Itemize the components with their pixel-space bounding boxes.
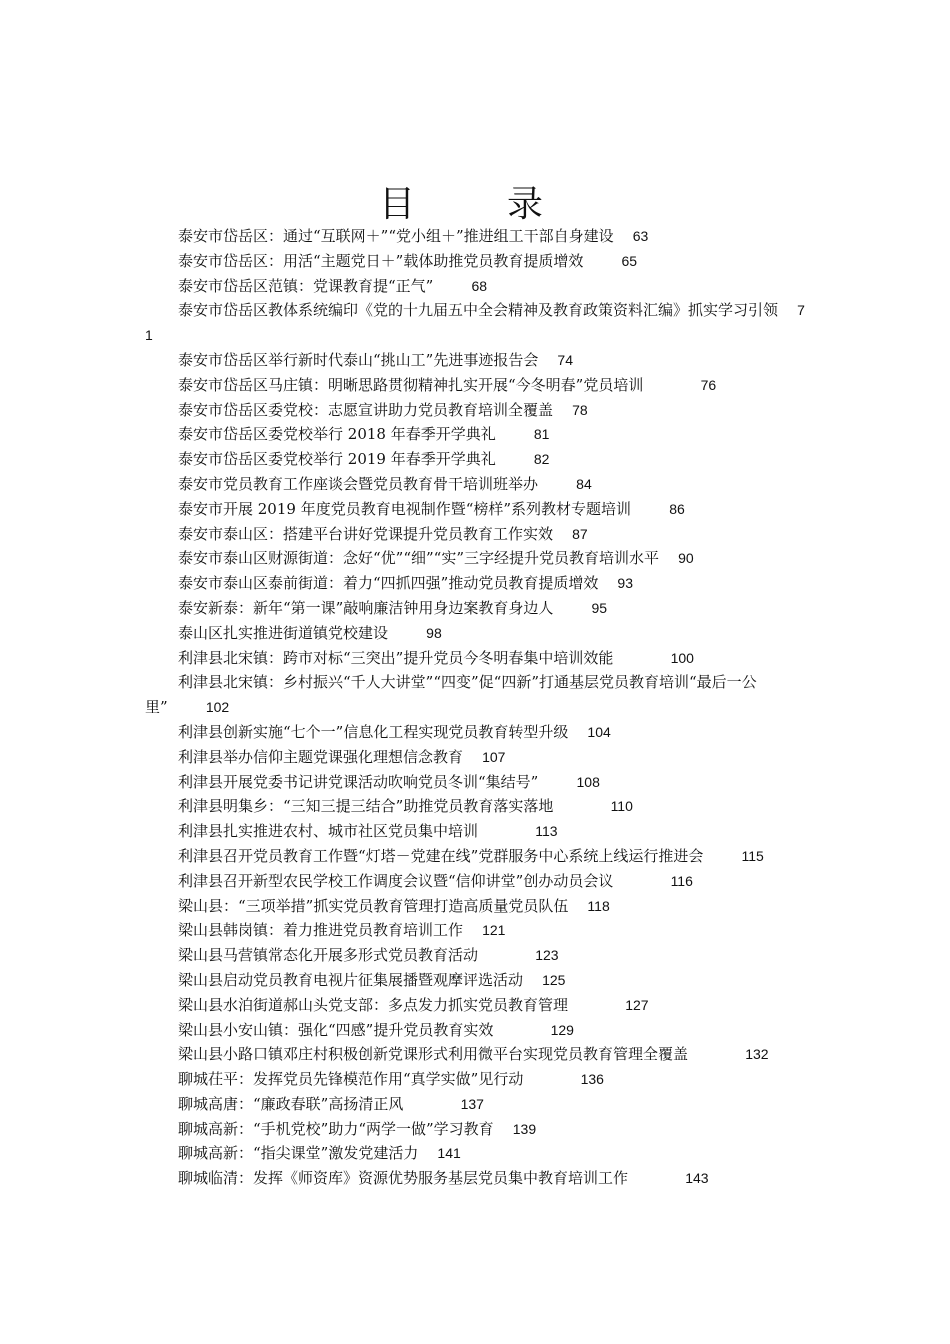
toc-entry-page: 68 (471, 277, 488, 294)
toc-entry-title: 利津县召开新型农民学校工作调度会议暨“信仰讲堂”创办动员会议 (178, 871, 614, 890)
toc-entry-page: 100 (670, 649, 694, 666)
toc-entry-page: 132 (745, 1046, 769, 1063)
toc-entry-title: 泰安市岱岳区：用活“主题党日＋”载体助推党员教育提质增效 (178, 251, 584, 270)
toc-entry-page: 104 (587, 723, 611, 740)
toc-entry-page: 118 (587, 897, 610, 914)
toc-entry-page: 71 (145, 302, 805, 344)
toc-entry-title: 泰安市泰山区：搭建平台讲好党课提升党员教育工作实效 (178, 524, 554, 543)
toc-entry-page: 78 (572, 401, 588, 418)
toc-entry-title: 聊城高唐：“廉政春联”高扬清正风 (178, 1094, 404, 1113)
toc-entry-page: 110 (610, 798, 633, 815)
toc-entry-title: 泰安市岱岳区委党校：志愿宣讲助力党员教育培训全覆盖 (178, 400, 554, 419)
toc-entry (145, 720, 810, 745)
toc-entry-page: 139 (512, 1120, 537, 1137)
toc-entry-page: 76 (700, 376, 717, 393)
toc-entry-title: 利津县举办信仰主题党课强化理想信念教育 (178, 747, 464, 766)
toc-entry-title: 梁山县韩岗镇：着力推进党员教育培训工作 (178, 921, 464, 940)
toc-entry-title: 泰安市泰山区财源街道：念好“优”“细”“实”三字经提升党员教育培训水平 (178, 549, 660, 568)
toc-entry-page: 107 (482, 748, 506, 765)
toc-entry-title: 梁山县小路口镇邓庄村积极创新党课形式利用微平台实现党员教育管理全覆盖 (178, 1045, 689, 1064)
toc-entry-title: 泰安市泰山区泰前街道：着力“四抓四强”推动党员教育提质增效 (178, 574, 599, 593)
toc-entry-page: 81 (533, 426, 550, 443)
toc-entry-page: 143 (685, 1170, 709, 1187)
toc-entry (145, 844, 810, 869)
toc-entry-title: 泰山区扎实推进街道镇党校建设 (178, 623, 389, 642)
toc-entry-page: 108 (576, 773, 600, 790)
toc-entry-title: 利津县明集乡：“三知三提三结合”助推党员教育落实落地 (178, 797, 554, 816)
toc-entry-page: 86 (669, 500, 685, 517)
toc-entry (145, 249, 810, 274)
toc-entry-title: 泰安市岱岳区：通过“互联网＋”“党小组＋”推进组工干部自身建设 (178, 227, 614, 245)
toc-entry-title: 泰安市岱岳区委党校举行 2018 年春季开学典礼 (178, 425, 496, 444)
toc-entry (145, 819, 810, 844)
toc-entry-page: 136 (580, 1071, 604, 1088)
toc-entry-title: 利津县开展党委书记讲党课活动吹响党员冬训“集结号” (178, 772, 539, 791)
toc-entry (145, 1067, 810, 1092)
toc-entry-page: 115 (741, 847, 764, 864)
toc-entry (145, 1117, 810, 1142)
toc-entry (145, 1166, 810, 1191)
toc-entry-title: 泰安市开展 2019 年度党员教育电视制作暨“榜样”系列教材专题培训 (178, 499, 632, 518)
toc-entry-page: 74 (557, 351, 573, 368)
toc-entry-title: 利津县召开党员教育工作暨“灯塔－党建在线”党群服务中心系统上线运行推进会 (178, 846, 704, 865)
toc-entry-page: 121 (482, 922, 506, 939)
toc-entry-title: 泰安市岱岳区范镇：党课教育提“正气” (178, 276, 434, 295)
toc-entry (145, 1018, 810, 1043)
toc-entry-page: 93 (617, 575, 633, 592)
toc-entry-page: 84 (576, 475, 592, 492)
toc-entry-page: 129 (550, 1021, 574, 1038)
toc-entry (145, 670, 810, 720)
toc-entry-page: 65 (621, 252, 638, 269)
toc-entry (145, 1141, 810, 1166)
toc-entry (145, 993, 810, 1018)
toc-entry (145, 894, 810, 919)
toc-entry-title: 泰安新泰：新年“第一课”敲响廉洁钟用身边案教育身边人 (178, 598, 554, 617)
toc-entry-page: 102 (205, 699, 230, 716)
toc-entry-title: 梁山县小安山镇：强化“四感”提升党员教育实效 (178, 1020, 494, 1039)
toc-entry (145, 794, 810, 819)
toc-entry-title: 利津县北宋镇：乡村振兴“千人大讲堂”“四变”促“四新”打通基层党员教育培训“最后一公里” (145, 673, 757, 717)
toc-entry (145, 398, 810, 423)
toc-entry (145, 918, 810, 943)
toc-entry (145, 546, 810, 571)
toc-entry (145, 869, 810, 894)
toc-entry-page: 90 (678, 550, 694, 567)
toc-entry (145, 298, 810, 348)
toc-entry-title: 利津县创新实施“七个一”信息化工程实现党员教育转型升级 (178, 722, 569, 741)
toc-entry (145, 224, 810, 249)
page-title: 目 录 (378, 184, 571, 225)
toc-entry-title: 聊城临清：发挥《师资库》资源优势服务基层党员集中教育培训工作 (178, 1169, 629, 1188)
toc-entry-page: 141 (437, 1145, 461, 1162)
toc-entry-page: 113 (535, 823, 558, 840)
toc-entry-page: 82 (533, 451, 550, 468)
toc-entry-title: 聊城高新：“手机党校”助力“两学一做”学习教育 (178, 1119, 494, 1138)
toc-entry-title: 泰安市岱岳区马庄镇：明晰思路贯彻精神扎实开展“今冬明春”党员培训 (178, 375, 644, 394)
toc-entry-title: 梁山县水泊街道郝山头党支部：多点发力抓实党员教育管理 (178, 995, 569, 1014)
toc-entry-page: 87 (572, 525, 588, 542)
toc-entry-page: 95 (591, 599, 608, 616)
toc-entry (145, 422, 810, 447)
toc-entry (145, 745, 810, 770)
toc-entry (145, 571, 810, 596)
toc-entry-title: 泰安市党员教育工作座谈会暨党员教育骨干培训班举办 (178, 474, 539, 493)
toc-entry (145, 497, 810, 522)
toc-entry (145, 1042, 810, 1067)
toc-entry (145, 274, 810, 299)
toc-entry-page: 116 (670, 872, 693, 889)
toc-entry (145, 596, 810, 621)
toc-entry (145, 621, 810, 646)
toc-entry-title: 泰安市岱岳区举行新时代泰山“挑山工”先进事迹报告会 (178, 350, 539, 369)
toc-entry-title: 梁山县：“三项举措”抓实党员教育管理打造高质量党员队伍 (178, 896, 569, 915)
toc-entry-page: 137 (460, 1095, 484, 1112)
toc-entry (145, 968, 810, 993)
toc-entry (145, 770, 810, 795)
toc-entry-title: 泰安市岱岳区委党校举行 2019 年春季开学典礼 (178, 450, 496, 469)
toc-entry (145, 646, 810, 671)
table-of-contents (145, 224, 810, 1191)
toc-entry-title: 梁山县启动党员教育电视片征集展播暨观摩评选活动 (178, 970, 524, 989)
toc-entry-title: 泰安市岱岳区教体系统编印《党的十九届五中全会精神及教育政策资料汇编》抓实学习引领 (178, 301, 779, 320)
toc-entry-page: 63 (632, 228, 649, 244)
toc-entry-page: 98 (426, 624, 442, 641)
toc-entry (145, 1092, 810, 1117)
toc-entry (145, 447, 810, 472)
toc-entry-title: 利津县北宋镇：跨市对标“三突出”提升党员今冬明春集中培训效能 (178, 648, 614, 667)
toc-entry-page: 123 (535, 947, 559, 964)
toc-entry (145, 522, 810, 547)
toc-entry-title: 梁山县马营镇常态化开展多形式党员教育活动 (178, 946, 479, 965)
toc-entry (145, 943, 810, 968)
toc-entry (145, 348, 810, 373)
toc-entry-page: 127 (625, 996, 649, 1013)
toc-entry-title: 利津县扎实推进农村、城市社区党员集中培训 (178, 822, 479, 841)
toc-entry-title: 聊城高新：“指尖课堂”激发党建活力 (178, 1144, 419, 1163)
toc-entry (145, 472, 810, 497)
toc-entry-title: 聊城茌平：发挥党员先锋模范作用“真学实做”见行动 (178, 1070, 524, 1089)
toc-entry (145, 373, 810, 398)
toc-entry-page: 125 (542, 971, 566, 988)
